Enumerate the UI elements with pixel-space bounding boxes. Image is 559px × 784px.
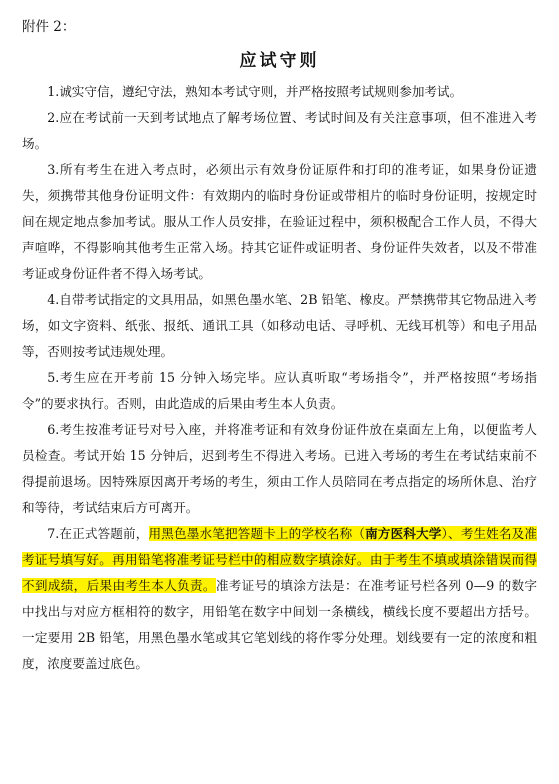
rule-paragraph-1: 1.诚实守信，遵纪守法，熟知本考试守则，并严格按照考试规则参加考试。 <box>47 84 463 99</box>
page-title: 应试守则 <box>239 51 320 71</box>
school-name: 南方医科大学 <box>365 526 442 541</box>
rule-paragraph-3: 3.所有考生在进入考点时，必须出示有效身份证原件和打印的准考证，如果身份证遗失，须携带其他身份证明文件：有效期内的临时身份证或带相片的临时身份证明，按规定时间在规定地点参加考试。服从工作人员安排，在验证过程中，须积极配合工作人员，不得大声喧哗，不得影响其他考生正常入场。持其它证件或证明者、身份证件失效者，以及不带准考证或身份证件者不得入场考试。 <box>22 162 537 281</box>
rule-paragraph-4: 4.自带考试指定的文具用品，如黑色墨水笔、2B 铅笔、橡皮。严禁携带其它物品进入考场，如文字资料、纸张、报纸、通讯工具（如移动电话、寻呼机、无线耳机等）和电子用品等，否则按考试违规处理。 <box>22 292 537 359</box>
rule-7-tail: 准考证号的填涂方法是：在准考证号栏各列 0—9 的数字中找出与对应方框相符的数字，用铅笔在数字中间划一条横线，横线长度不要超出方括号。一定要用 2B 铅笔，用黑色墨水笔或其它笔划线的将作零分处理。划线要有一定的浓度和粗度，浓度要盖过底色。 <box>22 578 537 671</box>
rule-paragraph-2: 2.应在考试前一天到考试地点了解考场位置、考试时间及有关注意事项，但不准进入考场。 <box>22 110 537 151</box>
rule-paragraph-7 <box>22 521 537 677</box>
attachment-label: 附件 2： <box>22 19 76 35</box>
rule-paragraph-6: 6.考生按准考证号对号入座，并将准考证和有效身份证件放在桌面左上角，以便监考人员检查。考试开始 15 分钟后，迟到考生不得进入考场。已进入考场的考生在考试结束前不得提前退场。因特殊原因离开考场的考生，须由工作人员陪同在考点指定的场所休息、治疗和等待，考试结束后方可离开。 <box>22 422 537 515</box>
rule-paragraph-5: 5.考生应在开考前 15 分钟入场完毕。应认真听取“考场指令”，并严格按照“考场指令”的要求执行。否则，由此造成的后果由考生本人负责。 <box>22 370 537 411</box>
rule-7-lead: 7.在正式答题前， <box>47 526 149 541</box>
highlight-text-2: ）、考生姓名及准考证号填写好。再用铅笔将准考证号栏中的相应数字填涂好。由于考生不填或填涂错误而得不到成绩，后果由考生本人负责。 <box>22 526 537 593</box>
highlight-text-1: 用黑色墨水笔把答题卡上的学校名称（ <box>148 526 366 541</box>
